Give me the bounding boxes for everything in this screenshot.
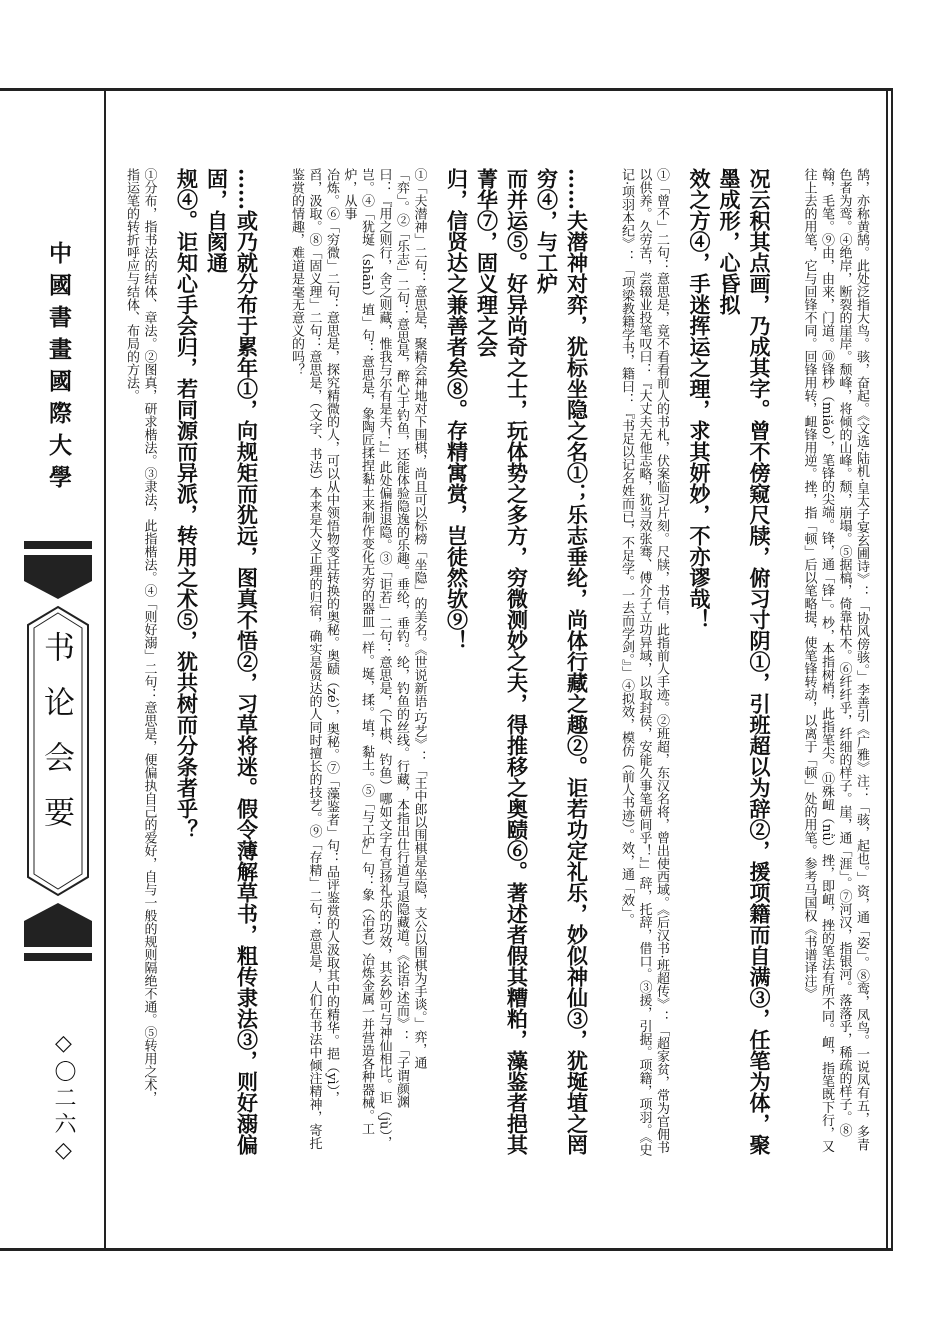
bottom-border — [0, 1248, 893, 1251]
university-name: 中國書畫國際大學 — [45, 241, 72, 497]
note-column: 曰：『用之则行，舍之则藏，惟我与尔有是夫！』」此处偏指退隐。③「讵若」二句：意思是，（下棋、钓鱼）哪如文字有宣扬礼乐的功效，其玄妙可与神仙相比。讵（jù）， — [376, 168, 392, 1149]
main-text-column: ……夫潜神对弈，犹标坐隐之名①；乐志垂纶，尚体行藏之趣②。讵若功定礼乐，妙似神仙③，犹埏埴之罔穷④，与工炉 — [534, 168, 590, 1155]
note-column: 「弈」。②「乐志」二句：意思是，醉心于钓鱼，还能体验隐逸的乐趣。垂纶，垂钓。纶，钓鱼的丝线。行藏，本指出仕行道与退隐藏道。《论语·述而》：「子谓颜渊 — [394, 168, 409, 1109]
note-column: 冶炼。⑥「穷微」二句：意思是，探究精微的人，可以从中领悟物变迁转换的奥秘。奥赜（zé），奥秘。⑦「藻鉴者」句：品评鉴赏的人汲取其中的精华。挹（yì）， — [324, 168, 339, 1105]
note-column: 鉴赏的情趣，难道是毫无意义的吗？ — [289, 168, 304, 376]
main-text-column: 况云积其点画，乃成其字。曾不傍窥尺牍，俯习寸阴①，引班超以为辞②，援项籍而自满③，任笔为体，聚墨成形，心昏拟 — [717, 168, 772, 1155]
note-column: ①分布，指书法的结体、章法。②图真，研求楷法。③隶法，此指楷法。④「则好溺」二句：意思是，便偏执自己的爱好，自与一般的规则隔绝不通。⑤转用之术， — [141, 168, 157, 1104]
right-border — [886, 88, 893, 1251]
main-text-column: ……或乃就分布于累年①，向规矩而犹远，图真不悟②，习草将迷。假令薄解草书，粗传隶法③，则好溺偏固，自阂通 — [204, 168, 260, 1155]
page-number: ◇〇二六◇ — [51, 1031, 76, 1167]
main-text-column: 规④。讵知心手会归，若同源而异派，转用之术⑤，犹共树而分条者乎？ — [174, 168, 200, 840]
text-body — [124, 168, 870, 1158]
side-margin — [6, 91, 106, 1248]
top-border — [0, 88, 893, 91]
main-text-column: 效之方④，手迷挥运之理，求其妍妙，不亦谬哉！ — [687, 168, 712, 630]
note-column: 舀，汲取。⑧「固义理」二句：意思是，（文字、书法）本来是大义正理的归宿，确实是贤达的人同时擅长的技艺。⑨「存精」二句：意思是，人们在书法中倾注精神，寄托 — [306, 168, 322, 1150]
note-column: 鹄，亦称黄鹄。此处泛指大鸟。骇，奋起。《文选·陆机·皇太子宴玄圃诗》：「协风傍骇。」李善引《广雅》注：「骇，起也。」资，通「姿」。⑧鸾，凤鸟。一说凤有五，多青色者为鸾。④绝岸，断裂的崖岸。颓峰，将倾的山峰。颓，崩塌。⑤据槁，倚靠枯木。⑥纤纤乎，纤细的样子。崖，通「涯」。⑦河汉，指银河。落落乎，稀疏的样子。⑧翰，毛笔。⑨由，由来，门道。⑩锋杪（miǎo），笔锋的尖端。锋，通「锋」。杪，本指树梢，此指笔尖。⑪殊衄（nǜ）挫，即衄，挫的笔法有所不同。衄，指笔既下行，又往上去的用笔，它与回锋不同。回锋用转，衄锋用逆。挫，指「顿」后以笔略提，使笔锋转动，以离于「顿」处的用笔。参考马国权《书谱译注》 — [801, 168, 869, 1153]
note-column: 岂。④「犹埏（shān）埴」句：意思是，象陶匠揉捏黏土来制作变化无穷的器皿一样。埏，揉。埴，黏土。⑤「与工炉」句：象（冶者）冶炼金属一并营造各种器械。工炉，从事 — [341, 168, 374, 1136]
book-title: 书论会要 — [38, 631, 74, 851]
note-column: 指运笔的转折呼应与结体、布局的方法。 — [124, 168, 139, 402]
main-text-column: 而并运⑤。好异尚奇之士，玩体势之多方，穷微测妙之夫，得推移之奥赜⑥。著述者假其糟粕，藻鉴者挹其菁华⑦，固义理之会 — [474, 168, 530, 1155]
note-column: ①「曾不」二句：意思是，竟不看看前人的书札，伏案临习片刻。尺牍，书信，此指前人手迹。②班超，东汉名将，曾出使西域。《后汉书·班超传》：「超家贫，常为官佣书以供养。久劳苦，尝辍业投笔叹曰：『大丈夫无他志略，犹当效张骞、傅介子立功异域，以取封侯，安能久事笔研间乎！』」辞，托辞，借口。③援，引据。项籍，项羽。《史记·项羽本纪》：「项梁教籍学书，籍曰：『书足以记名姓而已，不足学。一去而学剑。』」④拟效，模仿（前人书迹）。效，通「效」。 — [619, 168, 669, 1156]
main-text-column: 归，信贤达之兼善者矣⑧。存精寓赏，岂徒然欤⑨！ — [444, 168, 470, 651]
note-column: ①「夫潜神」二句：意思是，聚精会神地对下围棋，尚且可以标榜「坐隐」的美名。《世说新语·巧艺》：「王中郎以围棋是坐隐，支公以围棋为手谈。」弈，通 — [411, 168, 427, 1070]
